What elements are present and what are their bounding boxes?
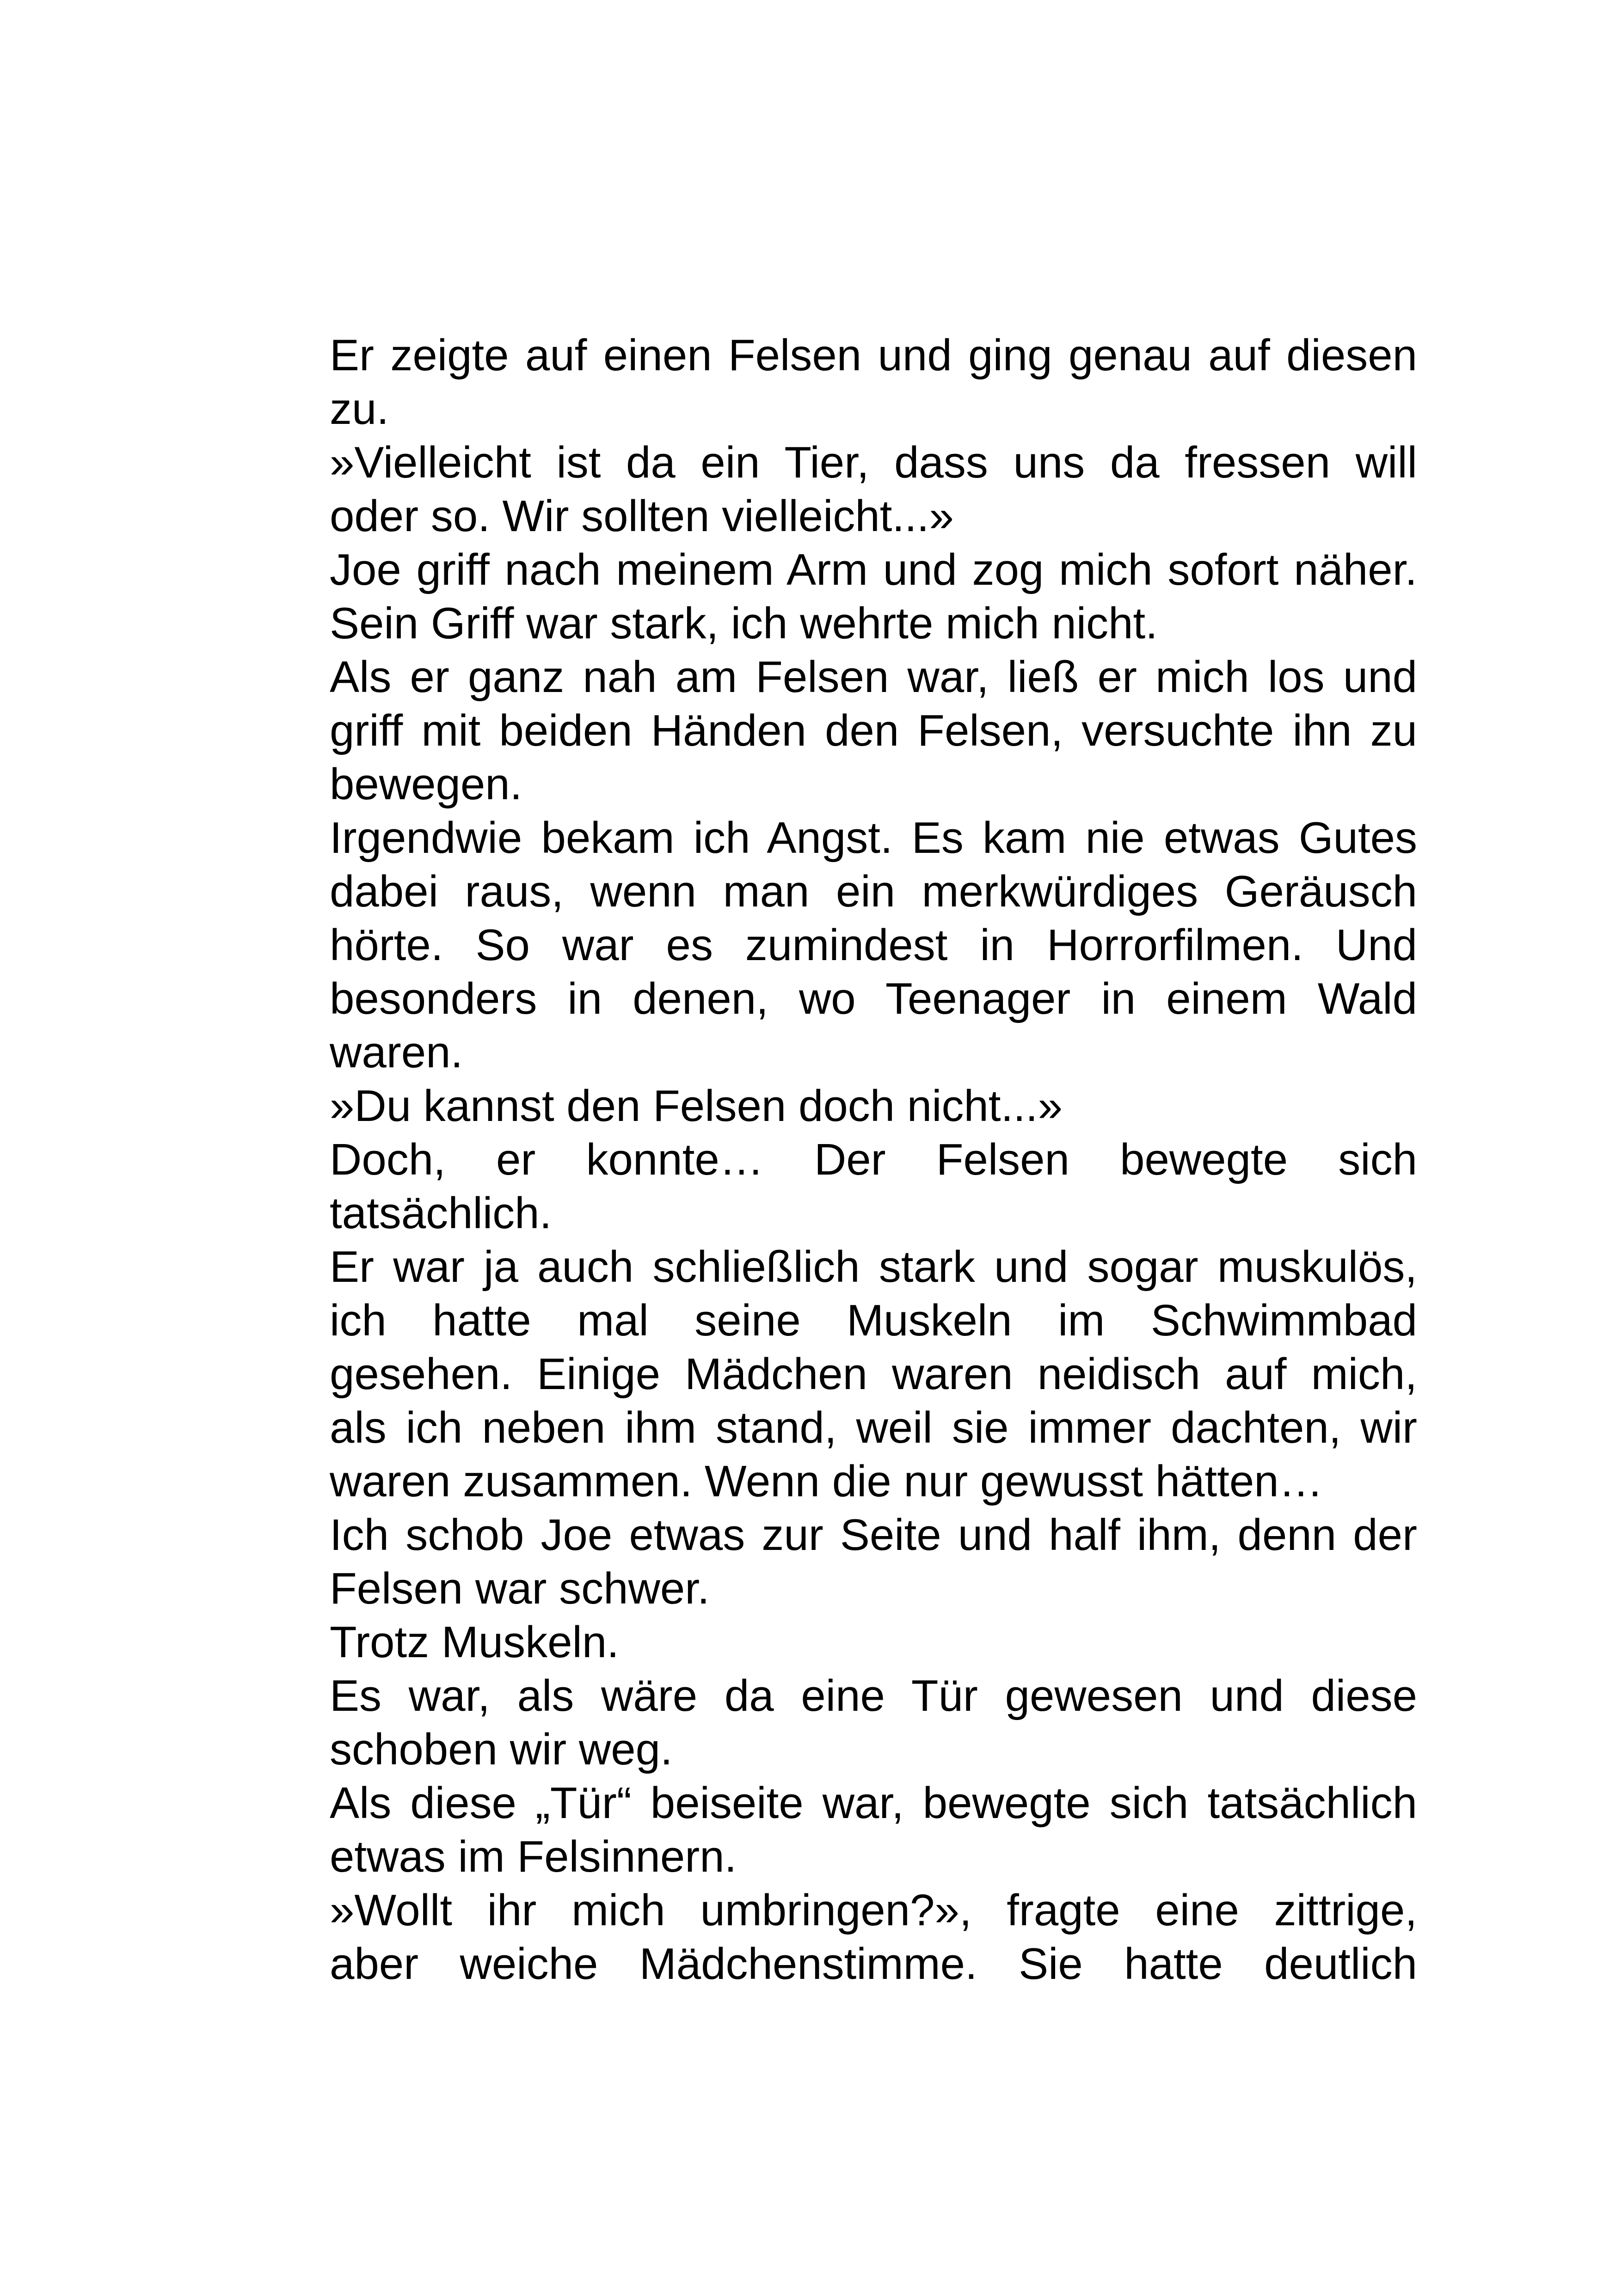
text-line: zu. [330, 384, 389, 434]
text-line: Felsen war schwer. [330, 1564, 710, 1613]
text-line: »Du kannst den Felsen doch nicht...» [330, 1081, 1063, 1131]
text-line: hörte. So war es zumindest in Horrorfilmen. Und [330, 920, 1417, 970]
text-line: »Vielleicht ist da ein Tier, dass uns da fressen will [330, 438, 1417, 487]
text-line: Er war ja auch schließlich stark und sogar muskulös, [330, 1242, 1417, 1292]
text-line: Sein Griff war stark, ich wehrte mich nicht. [330, 599, 1158, 648]
text-line: Er zeigte auf einen Felsen und ging genau auf diesen [330, 331, 1417, 380]
text-line: Joe griff nach meinem Arm und zog mich sofort näher. [330, 545, 1417, 594]
text-line: schoben wir weg. [330, 1725, 673, 1774]
text-line: Doch, er konnte… Der Felsen bewegte sich [330, 1135, 1417, 1184]
text-line: Irgendwie bekam ich Angst. Es kam nie etwas Gutes [330, 813, 1417, 863]
text-line: tatsächlich. [330, 1188, 552, 1238]
text-line: Es war, als wäre da eine Tür gewesen und diese [330, 1671, 1417, 1720]
text-line: bewegen. [330, 759, 522, 809]
text-line: besonders in denen, wo Teenager in einem Wald [330, 974, 1417, 1023]
text-line: aber weiche Mädchenstimme. Sie hatte deutlich [330, 1939, 1417, 1989]
text-line: Trotz Muskeln. [330, 1617, 619, 1667]
text-line: oder so. Wir sollten vielleicht...» [330, 491, 954, 541]
text-line: Als diese „Tür“ beiseite war, bewegte sich tatsächlich [330, 1778, 1417, 1828]
text-line: ich hatte mal seine Muskeln im Schwimmbad [330, 1296, 1417, 1345]
text-line: dabei raus, wenn man ein merkwürdiges Geräusch [330, 867, 1417, 916]
text-line: Als er ganz nah am Felsen war, ließ er mich los und [330, 652, 1417, 702]
text-line: »Wollt ihr mich umbringen?», fragte eine zittrige, [330, 1886, 1417, 1935]
text-line: gesehen. Einige Mädchen waren neidisch auf mich, [330, 1349, 1417, 1399]
text-line: waren zusammen. Wenn die nur gewusst hätten… [330, 1457, 1323, 1506]
text-line: Ich schob Joe etwas zur Seite und half ihm, denn der [330, 1510, 1417, 1560]
text-line: als ich neben ihm stand, weil sie immer dachten, wir [330, 1403, 1417, 1452]
body-text [330, 329, 1417, 1991]
text-line: griff mit beiden Händen den Felsen, versuchte ihn zu [330, 706, 1417, 755]
text-line: etwas im Felsinnern. [330, 1832, 737, 1881]
text-line: waren. [330, 1028, 463, 1077]
